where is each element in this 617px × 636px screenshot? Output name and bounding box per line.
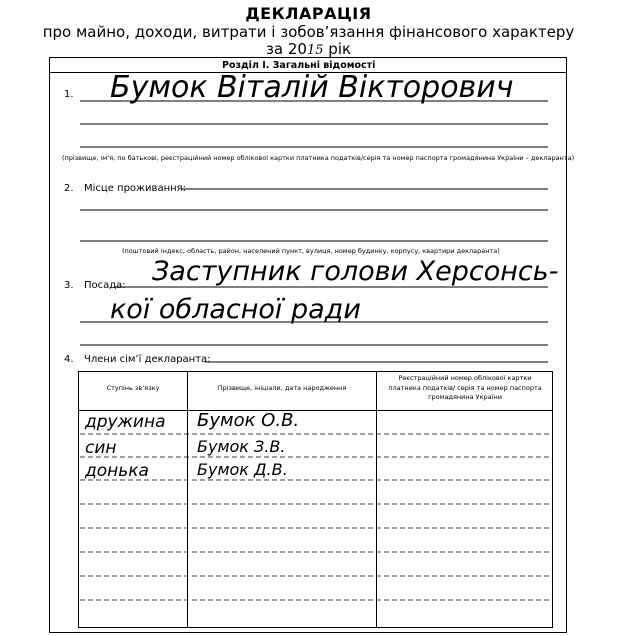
item-2-number: 2. [64,183,74,194]
item-2-caption: (поштовий індекс, область, район, населений пункт, вулиця, номер будинку, корпусу, квартири декларанта) [122,247,500,255]
table-header-tax-id: Реєстраційний номер облікової картки платника податків/ серія та номер паспорта громадянина України [388,374,542,401]
table-row-1-name: Бумок О.В. [197,410,300,431]
declaration-title: ДЕКЛАРАЦІЯ [245,4,372,23]
table-row-2-relation: син [85,438,117,458]
declaration-subtitle: про майно, доходи, витрати і зобов’язання фінансового характеру [42,23,575,41]
table-header-relation: Ступінь зв’язку [106,384,160,392]
item-1-number: 1. [64,89,74,100]
table-row-3-relation: донька [85,461,149,481]
year-handwritten: 15 [306,43,324,58]
item-3-handwritten-line-2: кої обласної ради [110,294,361,325]
item-2-label: Місце проживання: [84,183,187,194]
table-row-1-relation: дружина [85,412,166,432]
item-3-label: Посада: [84,280,126,291]
section-title: Розділ І. Загальні відомості [222,60,376,71]
table-row-3-name: Бумок Д.В. [197,460,288,479]
item-1-handwritten-name: Бумок Віталій Вікторович [110,70,514,105]
item-4-label: Члени сім’ї декларанта: [84,354,211,365]
family-table-border [79,372,553,628]
item-1-caption: (прізвище, ім’я, по батькові, реєстраційний номер облікової картки платника податків/серія та номер паспорта громадянина України – декларанта) [62,154,575,162]
table-header-name: Прізвище, ініціали, дата народження [217,384,347,392]
year-suffix: рік [328,40,352,58]
item-3-handwritten-line-1: Заступник голови Херсонсь- [152,256,559,287]
item-3-number: 3. [64,280,74,291]
table-row-2-name: Бумок З.В. [197,437,286,456]
year-prefix: за 20 [265,40,307,58]
item-4-number: 4. [64,354,74,365]
